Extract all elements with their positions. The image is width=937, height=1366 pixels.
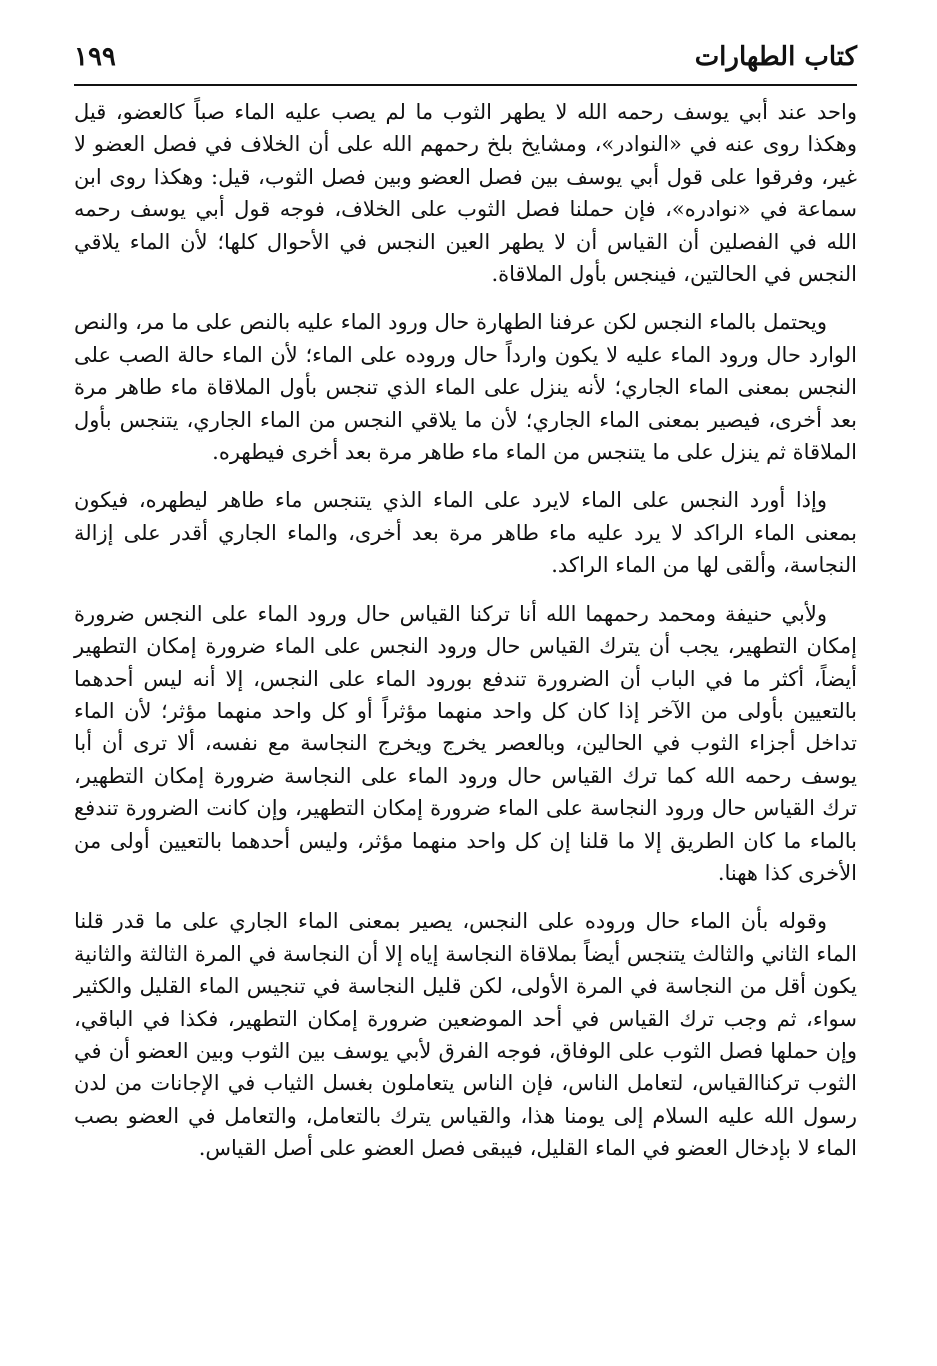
page-header — [74, 40, 857, 86]
paragraph: واحد عند أبي يوسف رحمه الله لا يطهر الثوب ما لم يصب عليه الماء صباً كالعضو، قيل وهكذا روى عنه في «النوادر»، ومشايخ بلخ رحمهم الله على أن الخلاف في فصل العضو لا غير، وفرقوا على قول أبي يوسف بين فصل العضو وبين فصل الثوب، قيل: وهكذا روى ابن سماعة في «نوادره»، فإن حملنا فصل الثوب على الخلاف، فوجه قول أبي يوسف رحمه الله في الفصلين أن القياس أن لا يطهر العين النجس في الأحوال كلها؛ لأن الماء يلاقي النجس في الحالتين، فينجس بأول الملاقاة. — [74, 100, 857, 287]
paragraph: وقوله بأن الماء حال وروده على النجس، يصير بمعنى الماء الجاري على ما قدر قلنا الماء الثاني والثالث يتنجس أيضاً بملاقاة النجاسة إياه إلا أن النجاسة في المرة الثالثة والثانية يكون أقل من النجاسة في المرة الأولى، لكن قليل النجاسة في تنجيس الماء القليل والكثير سواء، ثم وجب ترك القياس في أحد الموضعين ضرورة إمكان التطهير، فكذا في الباقي، وإن حملها فصل الثوب على الوفاق، فوجه الفرق لأبي يوسف بين الثوب وبين العضو أن في الثوب تركناالقياس، لتعامل الناس، فإن الناس يتعاملون بغسل الثياب في الإجانات من لدن رسول الله عليه السلام إلى يومنا هذا، والقياس يترك بالتعامل، والتعامل في العضو بصب الماء لا بإدخال العضو في الماء القليل، فيبقى فصل العضو على أصل القياس. — [74, 909, 857, 1161]
paragraph: ويحتمل بالماء النجس لكن عرفنا الطهارة حال ورود الماء عليه بالنص على ما مر، والنص الوارد حال ورود الماء عليه لا يكون وارداً حال وروده على الماء؛ لأن الماء حالة الصب على النجس بمعنى الماء الجاري؛ لأنه ينزل على الماء الذي تنجس بأول الملاقاة ماء طاهر مرة بعد أخرى، فيصير بمعنى الماء الجاري؛ لأن ما يلاقي النجس من الماء الجاري، يتنجس بأول الملاقاة ثم ينزل على ما يتنجس من الماء ماء طاهر مرة بعد أخرى فيطهره. — [74, 310, 857, 465]
paragraph: وإذا أورد النجس على الماء لايرد على الماء الذي يتنجس ماء طاهر ليطهره، فيكون بمعنى الماء الراكد لا يرد عليه ماء طاهر مرة بعد أخرى، والماء الجاري أقدر على إزالة النجاسة، وألقى لها من الماء الراكد. — [74, 488, 857, 578]
running-title: كتاب الطهارات — [694, 42, 857, 72]
page-number: ١٩٩ — [74, 42, 116, 72]
page-body — [74, 96, 857, 1165]
paragraph: ولأبي حنيفة ومحمد رحمهما الله أنا تركنا القياس حال ورود الماء على النجس ضرورة إمكان التطهير، يجب أن يترك القياس حال ورود النجس على الماء ضرورة إمكان التطهير أيضاً، أكثر ما في الباب أن الضرورة تندفع بورود الماء على النجس، إلا أنه ليس أحدهما بالتعيين بأولى من الآخر إذا كان كل واحد منهما مؤثراً أو كل واحد منهما مؤثر؛ لأن الماء تداخل أجزاء الثوب في الحالين، وبالعصر يخرج ويخرج النجاسة مع نفسه، ألا ترى أن أبا يوسف رحمه الله كما ترك القياس حال ورود الماء على النجاسة ضرورة إمكان التطهير، ترك القياس حال ورود النجاسة على الماء ضرورة إمكان التطهير، وإن كانت الضرورة تندفع بالماء ما كان الطريق إلا ما قلنا إن كل واحد منهما مؤثر، وليس أحدهما بالتعيين أولى من الأخرى كذا ههنا. — [74, 601, 857, 885]
